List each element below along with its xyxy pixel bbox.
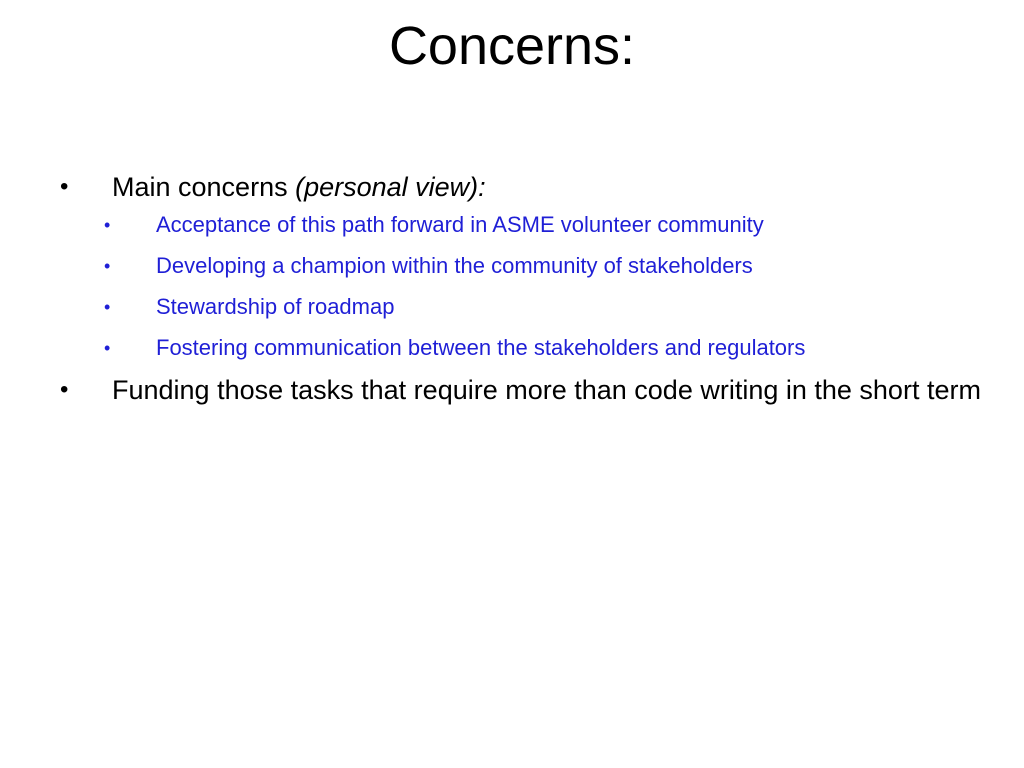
sub-bullet-text: Developing a champion within the community of stakeholders [156,253,753,278]
sub-bullet-text: Stewardship of roadmap [156,294,395,319]
slide-title: Concerns: [388,16,636,76]
bullet-icon: • [104,297,111,317]
bullet-icon: • [60,376,69,403]
bullet-text: Funding those tasks that require more than code writing in the short term [112,375,981,405]
bullet-icon: • [104,338,111,358]
sub-bullet-text: Acceptance of this path forward in ASME volunteer community [156,212,764,237]
bullet-emphasis: (personal view): [295,172,486,202]
bullet-list [0,168,1024,409]
sub-bullet-communication [0,333,1024,363]
bullet-icon: • [104,256,111,276]
bullet-text: Main concerns [112,172,296,202]
sub-bullet-acceptance [0,210,1024,240]
bullet-icon: • [60,173,69,200]
sub-bullet-text: Fostering communication between the stakeholders and regulators [156,335,806,360]
bullet-funding [0,371,992,409]
bullet-main-concerns [0,168,1024,206]
sub-bullet-stewardship [0,292,1024,322]
sub-bullet-champion [0,251,1024,281]
bullet-icon: • [104,215,111,235]
